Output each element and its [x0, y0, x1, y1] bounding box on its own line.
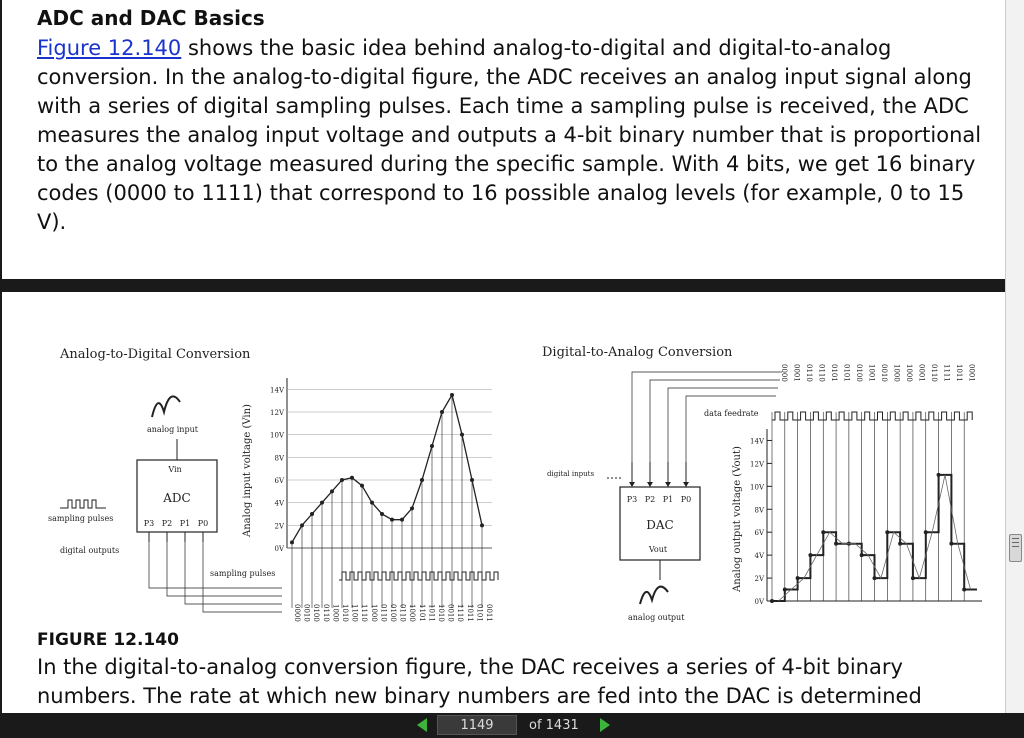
page-number-input[interactable]: [437, 715, 517, 735]
adc-code-label: 1101: [417, 604, 426, 622]
page-bottom: [2, 292, 1006, 713]
adc-code-label: 0010: [302, 604, 311, 622]
page-count-label: of 1431: [529, 718, 579, 733]
next-page-arrow-icon[interactable]: [600, 718, 610, 732]
adc-code-label: 1011: [465, 604, 474, 622]
adc-code-label: 0110: [379, 604, 388, 622]
dac-block-label: DAC: [646, 518, 674, 532]
adc-digital-outputs-label: digital outputs: [60, 546, 120, 555]
adc-code-label: 0110: [321, 604, 330, 622]
adc-code-label: 1110: [456, 604, 465, 622]
adc-title: Analog-to-Digital Conversion: [60, 347, 251, 362]
vertical-scrollbar[interactable]: [1005, 0, 1024, 713]
dac-y-tick-label: 6V: [754, 529, 764, 538]
adc-code-label: 1010: [437, 604, 445, 622]
dac-chart: [750, 412, 982, 606]
dac-code-label: 0101: [830, 364, 838, 382]
adc-code-label: 0010: [446, 604, 455, 622]
previous-page-arrow-icon[interactable]: [417, 718, 427, 732]
adc-code-label: 1000: [369, 604, 378, 622]
adc-pulse-icon: [60, 500, 106, 508]
adc-pin-label: P3: [143, 519, 155, 528]
section-heading: ADC and DAC Basics: [37, 6, 265, 30]
dac-pin-arrow-icon: [647, 482, 653, 487]
dac-y-tick-label: 4V: [754, 552, 764, 561]
dac-codes: [780, 364, 976, 382]
adc-y-tick-label: 12V: [270, 409, 284, 417]
adc-block-label: ADC: [163, 491, 191, 505]
dac-vout-label: Vout: [648, 545, 668, 554]
dac-y-tick-label: 0V: [754, 598, 764, 606]
dac-code-label: 0001: [792, 364, 801, 382]
dac-code-label: 1000: [905, 364, 913, 382]
dac-analog-wave-icon: [640, 587, 668, 604]
dac-pin-arrow-icon: [683, 482, 689, 487]
adc-code-label: 0101: [475, 604, 484, 622]
adc-y-tick-label: 10V: [270, 431, 284, 440]
adc-output-wire: [149, 542, 282, 588]
dac-code-label: 1001: [867, 364, 876, 382]
adc-vin-label: Vin: [168, 465, 182, 474]
figure-12-140: [32, 312, 992, 622]
adc-signal-curve: [292, 395, 482, 542]
dac-code-label: 1000: [892, 364, 901, 382]
adc-analog-input-label: analog input: [147, 425, 198, 434]
page-navigation-bar: [0, 713, 1024, 738]
adc-sampling-label: sampling pulses: [48, 514, 114, 523]
figure-link[interactable]: Figure 12.140: [37, 36, 182, 60]
dac-y-tick-label: 10V: [750, 483, 764, 492]
adc-code-label: 1000: [331, 604, 340, 622]
adc-analog-wave-icon: [152, 396, 180, 417]
adc-sampling-pulses-axis-label: sampling pulses: [210, 569, 276, 578]
dac-code-label: 0001: [917, 364, 926, 382]
adc-y-tick-label: 6V: [274, 477, 284, 485]
dac-pin-label: P3: [626, 495, 638, 504]
dac-y-axis-label: Analog output voltage (Vout): [732, 446, 743, 592]
adc-pin-label: P2: [161, 519, 173, 528]
dac-analog-output-label: analog output: [628, 613, 685, 622]
dac-code-label: 0101: [842, 364, 851, 382]
dac-y-tick-label: 12V: [750, 460, 764, 469]
scrollbar-thumb[interactable]: [1009, 534, 1022, 562]
adc-y-tick-label: 8V: [274, 454, 284, 463]
dac-data-feedrate-label: data feedrate: [704, 409, 759, 418]
dac-code-label: 0110: [930, 364, 938, 382]
dac-pin-label: P2: [644, 495, 656, 504]
adc-code-label: 1110: [360, 604, 369, 622]
adc-code-label: 0100: [312, 604, 321, 622]
adc-sampling-pulse-train: [339, 572, 498, 580]
page-top: [2, 0, 1006, 279]
section-paragraph: [37, 34, 987, 237]
dac-code-label: 1111: [942, 364, 951, 382]
dac-y-tick-label: 2V: [754, 575, 764, 584]
adc-y-tick-label: 2V: [274, 522, 284, 531]
dac-code-label: 0110: [805, 364, 813, 382]
adc-y-tick-label: 14V: [270, 386, 284, 395]
dac-y-tick-label: 8V: [754, 506, 764, 515]
dac-pin-arrow-icon: [665, 482, 671, 487]
adc-y-tick-label: 4V: [274, 499, 284, 508]
dac-y-tick-label: 14V: [750, 437, 764, 446]
adc-code-label: 1000: [408, 604, 417, 622]
dac-code-label: 1011: [955, 364, 963, 382]
dac-code-label: 0010: [880, 364, 888, 382]
paragraph-text: shows the basic idea behind analog-to-digital and digital-to-analog conversion. In the analog-to-digital figure, the ADC receives an analog input signal along with a series of digital sampling pulses. Each time a sampling pulse is received, the ADC measures the analog input voltage and outputs a 4-bit binary number that is proportional to the analog voltage measured during the specific sample. With 4 bits, we get 16 binary codes (0000 to 1111) that correspond to 16 possible analog levels (for example, 0 to 15 V).: [37, 36, 982, 234]
dac-code-label: 0110: [817, 364, 826, 382]
dac-input-wire: [650, 380, 780, 462]
adc-code-label: 0110: [398, 604, 407, 622]
adc-code-label: 1011: [427, 604, 436, 622]
figure-label: FIGURE 12.140: [37, 630, 179, 650]
dac-input-wire: [686, 396, 776, 462]
adc-code-label: 0011: [485, 604, 493, 622]
dac-pin-label: P0: [680, 495, 692, 504]
adc-code-label: 1010: [341, 604, 349, 622]
dac-pin-arrow-icon: [629, 482, 635, 487]
dac-pin-label: P1: [662, 495, 674, 504]
adc-pin-label: P1: [179, 519, 191, 528]
dac-feedrate-pulse-train: [772, 412, 972, 420]
adc-codes: [293, 604, 493, 622]
dac-code-label: 0000: [780, 364, 788, 382]
dac-input-wire: [668, 388, 778, 462]
dac-digital-inputs-label: digital inputs: [547, 470, 595, 478]
adc-code-label: 1100: [350, 604, 359, 622]
adc-code-label: 0100: [389, 604, 397, 622]
adc-code-label: 0000: [293, 604, 301, 622]
figure-graphic: [32, 312, 992, 622]
adc-y-axis-label: Analog input voltage (Vin): [242, 404, 253, 537]
adc-pin-label: P0: [197, 519, 209, 528]
dac-title: Digital-to-Analog Conversion: [542, 345, 733, 360]
dac-code-label: 0001: [967, 364, 976, 382]
figure-caption: In the digital-to-analog conversion figure, the DAC receives a series of 4-bit binary numbers. The rate at which new binary numbers are fed into the DAC is determined: [37, 655, 922, 708]
dac-code-label: 0100: [855, 364, 863, 382]
adc-y-tick-label: 0V: [274, 545, 284, 553]
